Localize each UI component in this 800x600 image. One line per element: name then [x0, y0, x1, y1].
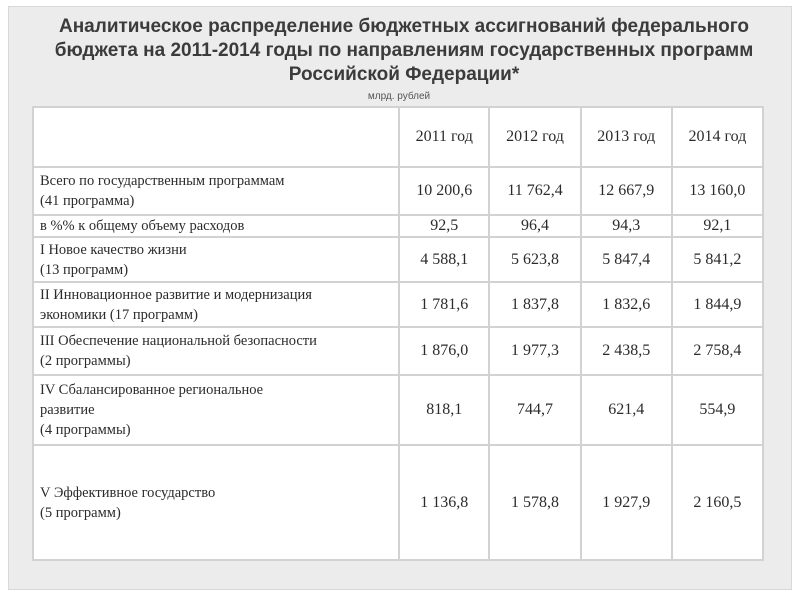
value-cell-2014: 13 160,0 — [672, 167, 763, 215]
value-cell-2014: 5 841,2 — [672, 237, 763, 282]
value-cell-2013: 2 438,5 — [581, 327, 672, 375]
value-cell-2012: 96,4 — [489, 215, 580, 237]
header-row — [33, 107, 763, 167]
row-label — [33, 215, 399, 237]
row-label-line: развитие — [40, 402, 95, 418]
value-cell-2014: 2 160,5 — [672, 445, 763, 560]
value-cell-2011: 4 588,1 — [399, 237, 489, 282]
row-label-line: Всего по государственным программам — [40, 173, 285, 189]
row-label-line: (5 программ) — [40, 504, 121, 521]
value-cell-2011: 818,1 — [399, 375, 489, 445]
value-cell-2013: 12 667,9 — [581, 167, 672, 215]
value-cell-2014: 2 758,4 — [672, 327, 763, 375]
value-cell-2012: 744,7 — [489, 375, 580, 445]
row-label-line: IV Сбалансированное региональное — [40, 382, 264, 398]
row-label-line: (4 программы) — [40, 422, 131, 438]
row-label-line: в %% к общему объему расходов — [40, 218, 245, 234]
table-row — [33, 282, 763, 327]
value-cell-2011: 1 876,0 — [399, 327, 489, 375]
row-label — [33, 282, 399, 327]
value-cell-2012: 5 623,8 — [489, 237, 580, 282]
table-row — [33, 445, 763, 560]
value-cell-2012: 1 977,3 — [489, 327, 580, 375]
table-row — [33, 167, 763, 215]
title-line-3: Российской Федерации* — [288, 64, 520, 85]
row-label-line: (13 программ) — [40, 261, 129, 278]
title-line-2: бюджета на 2011-2014 годы по направлениям государственных программ — [54, 40, 754, 61]
value-cell-2013: 1 927,9 — [581, 445, 672, 560]
row-label-line: V Эффективное государство — [40, 484, 216, 501]
table-row — [33, 215, 763, 237]
value-cell-2011: 92,5 — [399, 215, 489, 237]
row-label-line: (2 программы) — [40, 353, 131, 369]
row-label-line: экономики (17 программ) — [40, 306, 198, 323]
header-cell-2014: 2014 год — [672, 107, 763, 167]
header-cell-2013: 2013 год — [581, 107, 672, 167]
value-cell-2013: 621,4 — [581, 375, 672, 445]
row-label-line: II Инновационное развитие и модернизация — [40, 286, 312, 303]
value-cell-2012: 1 837,8 — [489, 282, 580, 327]
table-row — [33, 237, 763, 282]
value-cell-2013: 94,3 — [581, 215, 672, 237]
value-cell-2014: 92,1 — [672, 215, 763, 237]
row-label — [33, 445, 399, 560]
header-cell-2012: 2012 год — [489, 107, 580, 167]
value-cell-2012: 1 578,8 — [489, 445, 580, 560]
unit-label: млрд. рублей — [367, 91, 431, 102]
value-cell-2013: 1 832,6 — [581, 282, 672, 327]
value-cell-2014: 554,9 — [672, 375, 763, 445]
value-cell-2011: 1 136,8 — [399, 445, 489, 560]
row-label — [33, 167, 399, 215]
budget-table — [32, 106, 764, 561]
row-label — [33, 327, 399, 375]
row-label-line: I Новое качество жизни — [40, 241, 187, 258]
table-row — [33, 375, 763, 445]
title-line-1: Аналитическое распределение бюджетных ассигнований федерального — [58, 16, 750, 37]
table-row — [33, 327, 763, 375]
page-title — [39, 15, 769, 87]
row-label — [33, 375, 399, 445]
value-cell-2013: 5 847,4 — [581, 237, 672, 282]
header-cell-2011: 2011 год — [399, 107, 489, 167]
row-label-line: (41 программа) — [40, 193, 135, 209]
value-cell-2011: 10 200,6 — [399, 167, 489, 215]
row-label-line: III Обеспечение национальной безопасности — [40, 333, 317, 349]
value-cell-2014: 1 844,9 — [672, 282, 763, 327]
row-label — [33, 237, 399, 282]
value-cell-2011: 1 781,6 — [399, 282, 489, 327]
header-cell-empty — [33, 107, 399, 167]
value-cell-2012: 11 762,4 — [489, 167, 580, 215]
